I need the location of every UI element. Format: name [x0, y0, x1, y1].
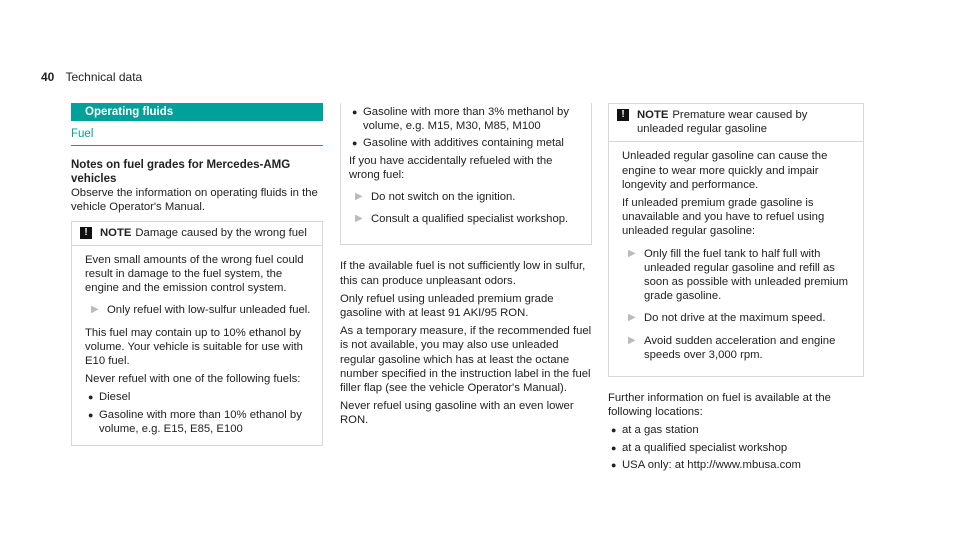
locations-list [608, 423, 864, 472]
arrow-right-icon: ▶ [628, 334, 636, 346]
list-item: ● Diesel [85, 390, 314, 404]
subsection-title: Fuel [71, 121, 323, 146]
arrow-right-icon: ▶ [628, 247, 636, 259]
page-title: Technical data [65, 70, 143, 84]
note-title: Premature wear caused by unleaded regular gasoline [637, 109, 808, 136]
page-header [41, 70, 142, 84]
arrow-right-icon: ▶ [355, 213, 363, 225]
sulfur-text: If the available fuel is not sufficiently low in sulfur, this can produce unpleasant odors. [340, 260, 586, 287]
note-body [72, 246, 322, 445]
note-label: NOTE [100, 226, 132, 239]
temporary-text: As a temporary measure, if the recommended fuel is not available, you may also use unleaded regular gasoline which has at least the octane number specified in the instruction label in the fuel filler flap (see the vehicle Operator's Manual). [340, 325, 592, 395]
note-title: Damage caused by the wrong fuel [135, 226, 307, 239]
wrong-fuel-text: If you have accidentally refueled with the wrong fuel: [349, 154, 553, 181]
note-header [72, 222, 322, 246]
step-item: ▶ Do not drive at the maximum speed. [622, 311, 855, 325]
list-item: ● Gasoline with additives containing metal [349, 136, 583, 150]
intro-text: Observe the information on operating fluids in the vehicle Operator's Manual. [71, 187, 318, 214]
arrow-right-icon: ▶ [355, 191, 363, 203]
bullet-icon: ● [352, 138, 358, 149]
bullet-icon: ● [611, 425, 617, 436]
note-text: If unleaded premium grade gasoline is unavailable and you have to refuel using unleaded regular gasoline: [622, 197, 825, 238]
ethanol-text: This fuel may contain up to 10% ethanol by volume. Your vehicle is suitable for use with E10 fuel. [85, 326, 303, 368]
column-2 [340, 103, 592, 432]
premium-text: Only refuel using unleaded premium grade gasoline with at least 91 AKI/95 RON. [340, 292, 554, 320]
list-item: ● at a gas station [608, 423, 864, 437]
step-item: ▶ Avoid sudden acceleration and engine speeds over 3,000 rpm. [622, 334, 855, 362]
warning-icon: ! [80, 227, 92, 239]
page-number: 40 [41, 70, 55, 84]
warning-icon: ! [617, 109, 629, 121]
further-info-text: Further information on fuel is available at the following locations: [608, 392, 831, 419]
note-box-wrong-fuel [71, 221, 323, 446]
section-title: Operating fluids [71, 103, 323, 121]
note-header [609, 104, 863, 142]
step-item: ▶ Do not switch on the ignition. [349, 190, 583, 204]
forbidden-fuel-list [85, 390, 314, 436]
lower-ron-text: Never refuel using gasoline with an even lower RON. [340, 400, 574, 427]
note-body [609, 142, 863, 376]
list-item: ● Gasoline with more than 3% methanol by volume, e.g. M15, M30, M85, M100 [349, 105, 583, 133]
step-item: ▶ Consult a qualified specialist workshop. [349, 212, 583, 226]
fuel-grades-heading: Notes on fuel grades for Mercedes-AMG vehicles [71, 159, 291, 186]
bullet-icon: ● [352, 107, 358, 117]
list-item: ● Gasoline with more than 10% ethanol by volume, e.g. E15, E85, E100 [85, 408, 314, 436]
note-label: NOTE [637, 109, 669, 121]
column-3 [608, 103, 864, 475]
step-text: Only refuel with low-sulfur unleaded fuel. [107, 304, 311, 317]
step-item: ▶ Only fill the fuel tank to half full with unleaded regular gasoline and refill as soon as possible with unleaded premium grade gasoline. [622, 247, 855, 304]
bullet-icon: ● [611, 459, 617, 470]
forbidden-fuel-list-continued [349, 105, 583, 151]
note-box-premature-wear [608, 103, 864, 377]
bullet-icon: ● [611, 442, 617, 453]
bullet-icon: ● [88, 392, 94, 403]
column-1 [71, 103, 323, 454]
note-box-continued [340, 103, 592, 245]
arrow-right-icon: ▶ [628, 312, 636, 324]
list-item: ● USA only: at http://www.mbusa.com [608, 458, 864, 472]
never-refuel-text: Never refuel with one of the following fuels: [85, 373, 301, 386]
note-text: Unleaded regular gasoline can cause the engine to wear more quickly and impair longevity and performance. [622, 150, 828, 191]
arrow-right-icon: ▶ [91, 304, 99, 316]
note-text: Even small amounts of the wrong fuel could result in damage to the fuel system, the engine and the emission control system. [85, 253, 304, 295]
step-item [85, 303, 314, 317]
bullet-icon: ● [88, 409, 94, 420]
list-item: ● at a qualified specialist workshop [608, 441, 864, 455]
